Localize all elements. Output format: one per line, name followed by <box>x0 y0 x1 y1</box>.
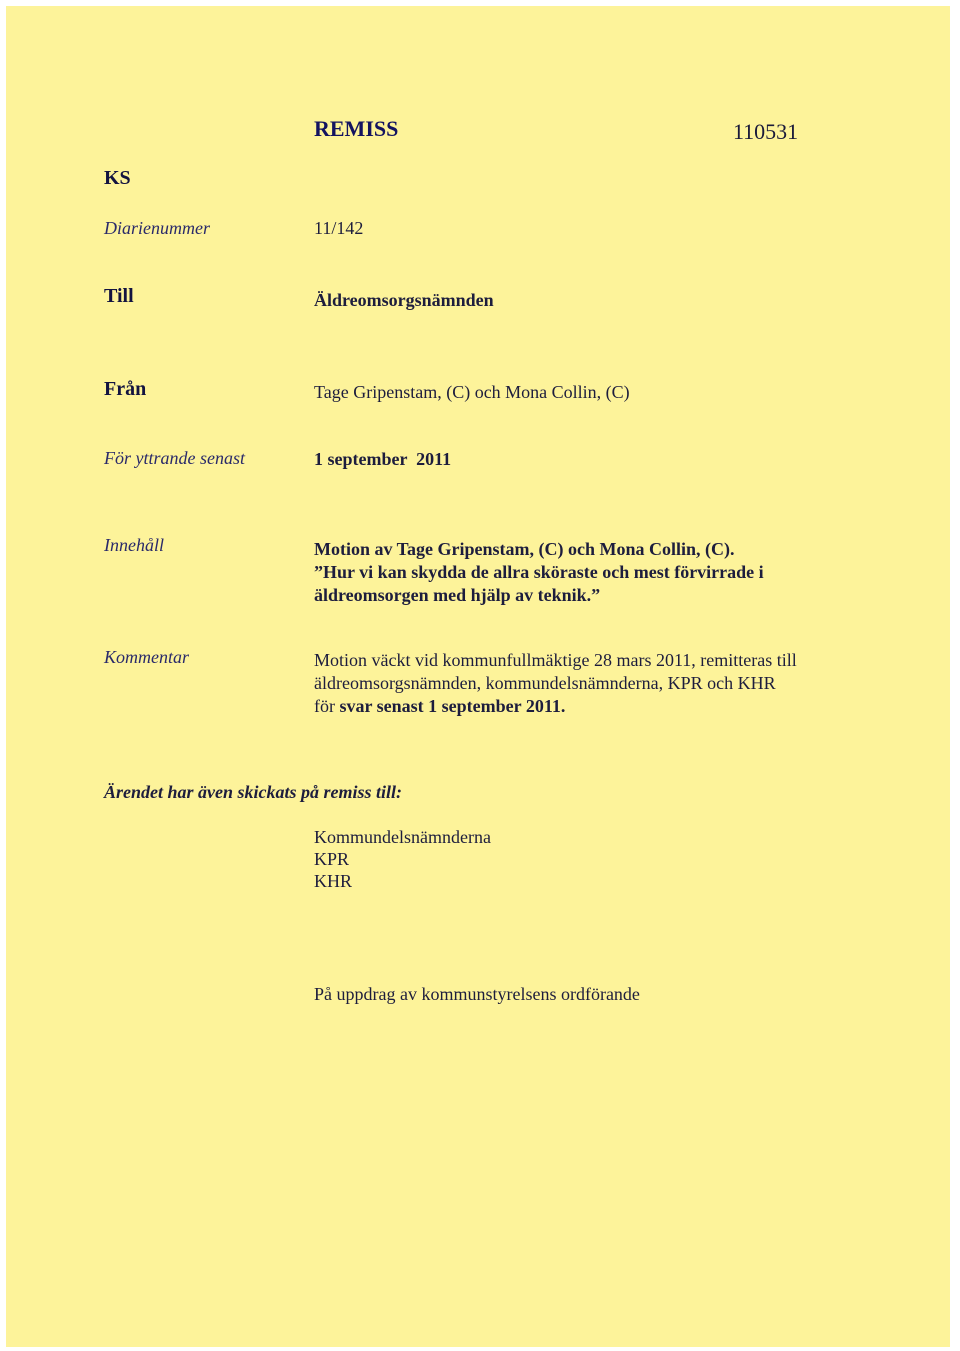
document-title: REMISS <box>314 116 399 141</box>
recipient-item: KPR <box>314 849 350 869</box>
deadline-value: 1 september 2011 <box>314 449 452 469</box>
sender-unit: KS <box>104 167 131 189</box>
reference-number: 110531 <box>733 119 799 144</box>
innehall-text <box>314 538 764 607</box>
fran-value: Tage Gripenstam, (C) och Mona Collin, (C) <box>314 382 630 402</box>
till-label: Till <box>104 285 134 307</box>
kommentar-line <box>314 695 797 718</box>
innehall-line: Motion av Tage Gripenstam, (C) och Mona Collin, (C). <box>314 539 735 559</box>
recipient-item: KHR <box>314 871 353 891</box>
kommentar-deadline-emphasis: svar senast 1 september 2011. <box>339 696 566 716</box>
diarienummer-value: 11/142 <box>314 218 364 238</box>
diarienummer-label: Diarienummer <box>104 218 210 238</box>
innehall-line: ”Hur vi kan skydda de allra sköraste och mest förvirrade i <box>314 562 764 582</box>
document-page <box>6 6 950 1347</box>
kommentar-line: Motion väckt vid kommunfullmäktige 28 mars 2011, remitteras till <box>314 650 797 670</box>
fran-label: Från <box>104 378 147 400</box>
kommentar-text <box>314 649 797 718</box>
innehall-label: Innehåll <box>104 535 164 555</box>
till-value: Äldreomsorgsnämnden <box>314 290 494 310</box>
kommentar-line3-prefix: för <box>314 696 340 716</box>
kommentar-line: äldreomsorgsnämnden, kommundelsnämnderna, KPR och KHR <box>314 673 776 693</box>
recipient-item: Kommundelsnämnderna <box>314 827 491 847</box>
innehall-line: äldreomsorgen med hjälp av teknik.” <box>314 585 601 605</box>
deadline-label: För yttrande senast <box>104 448 245 468</box>
signature-line: På uppdrag av kommunstyrelsens ordförande <box>314 984 640 1004</box>
also-sent-heading: Ärendet har även skickats på remiss till: <box>104 782 403 802</box>
kommentar-label: Kommentar <box>104 647 189 667</box>
recipient-list <box>314 826 491 892</box>
